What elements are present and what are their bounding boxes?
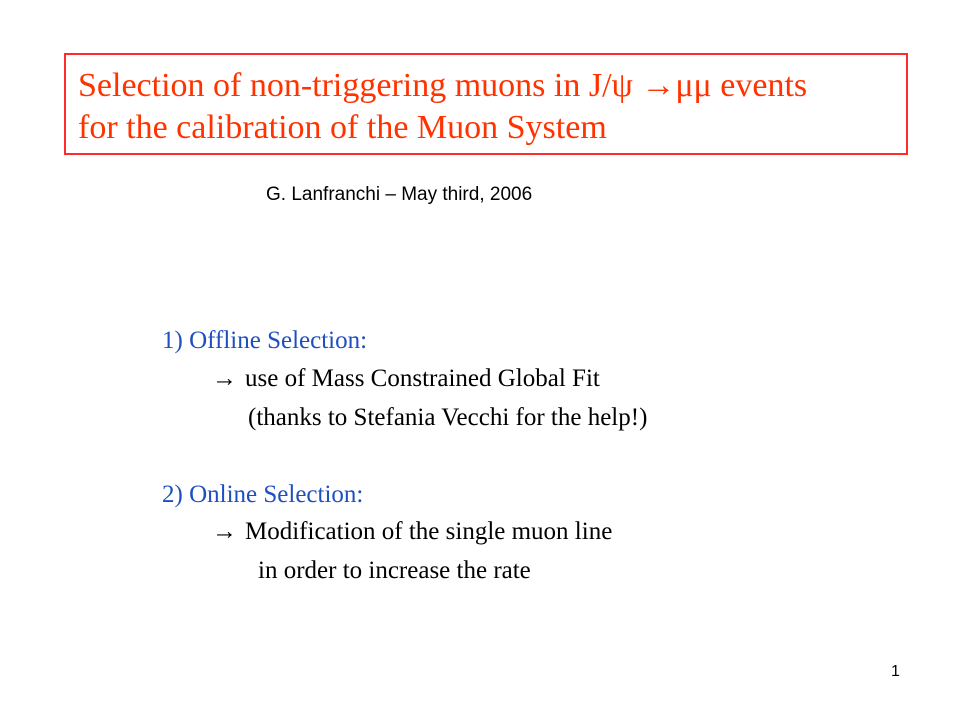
slide-title-box [64, 53, 908, 155]
section-1-line-1: use of Mass Constrained Global Fit [245, 365, 600, 392]
section-2-line-1: Modification of the single muon line [245, 518, 613, 545]
slide-title-line-2: for the calibration of the Muon System [78, 109, 607, 146]
right-arrow-icon: → [212, 365, 237, 392]
section-2-heading: 2) Online Selection: [162, 481, 364, 508]
section-2-line-2: in order to increase the rate [258, 557, 531, 584]
right-arrow-icon: → [212, 518, 237, 545]
section-2-bullet [212, 519, 612, 544]
section-1-line-2: (thanks to Stefania Vecchi for the help!) [248, 404, 648, 431]
slide-title-line-1: Selection of non-triggering muons in J/ψ →μμ events [78, 67, 808, 104]
author-date: G. Lanfranchi – May third, 2006 [266, 184, 533, 205]
section-1-heading: 1) Offline Selection: [162, 327, 368, 354]
page-number: 1 [891, 663, 900, 680]
section-1-bullet [212, 366, 600, 391]
